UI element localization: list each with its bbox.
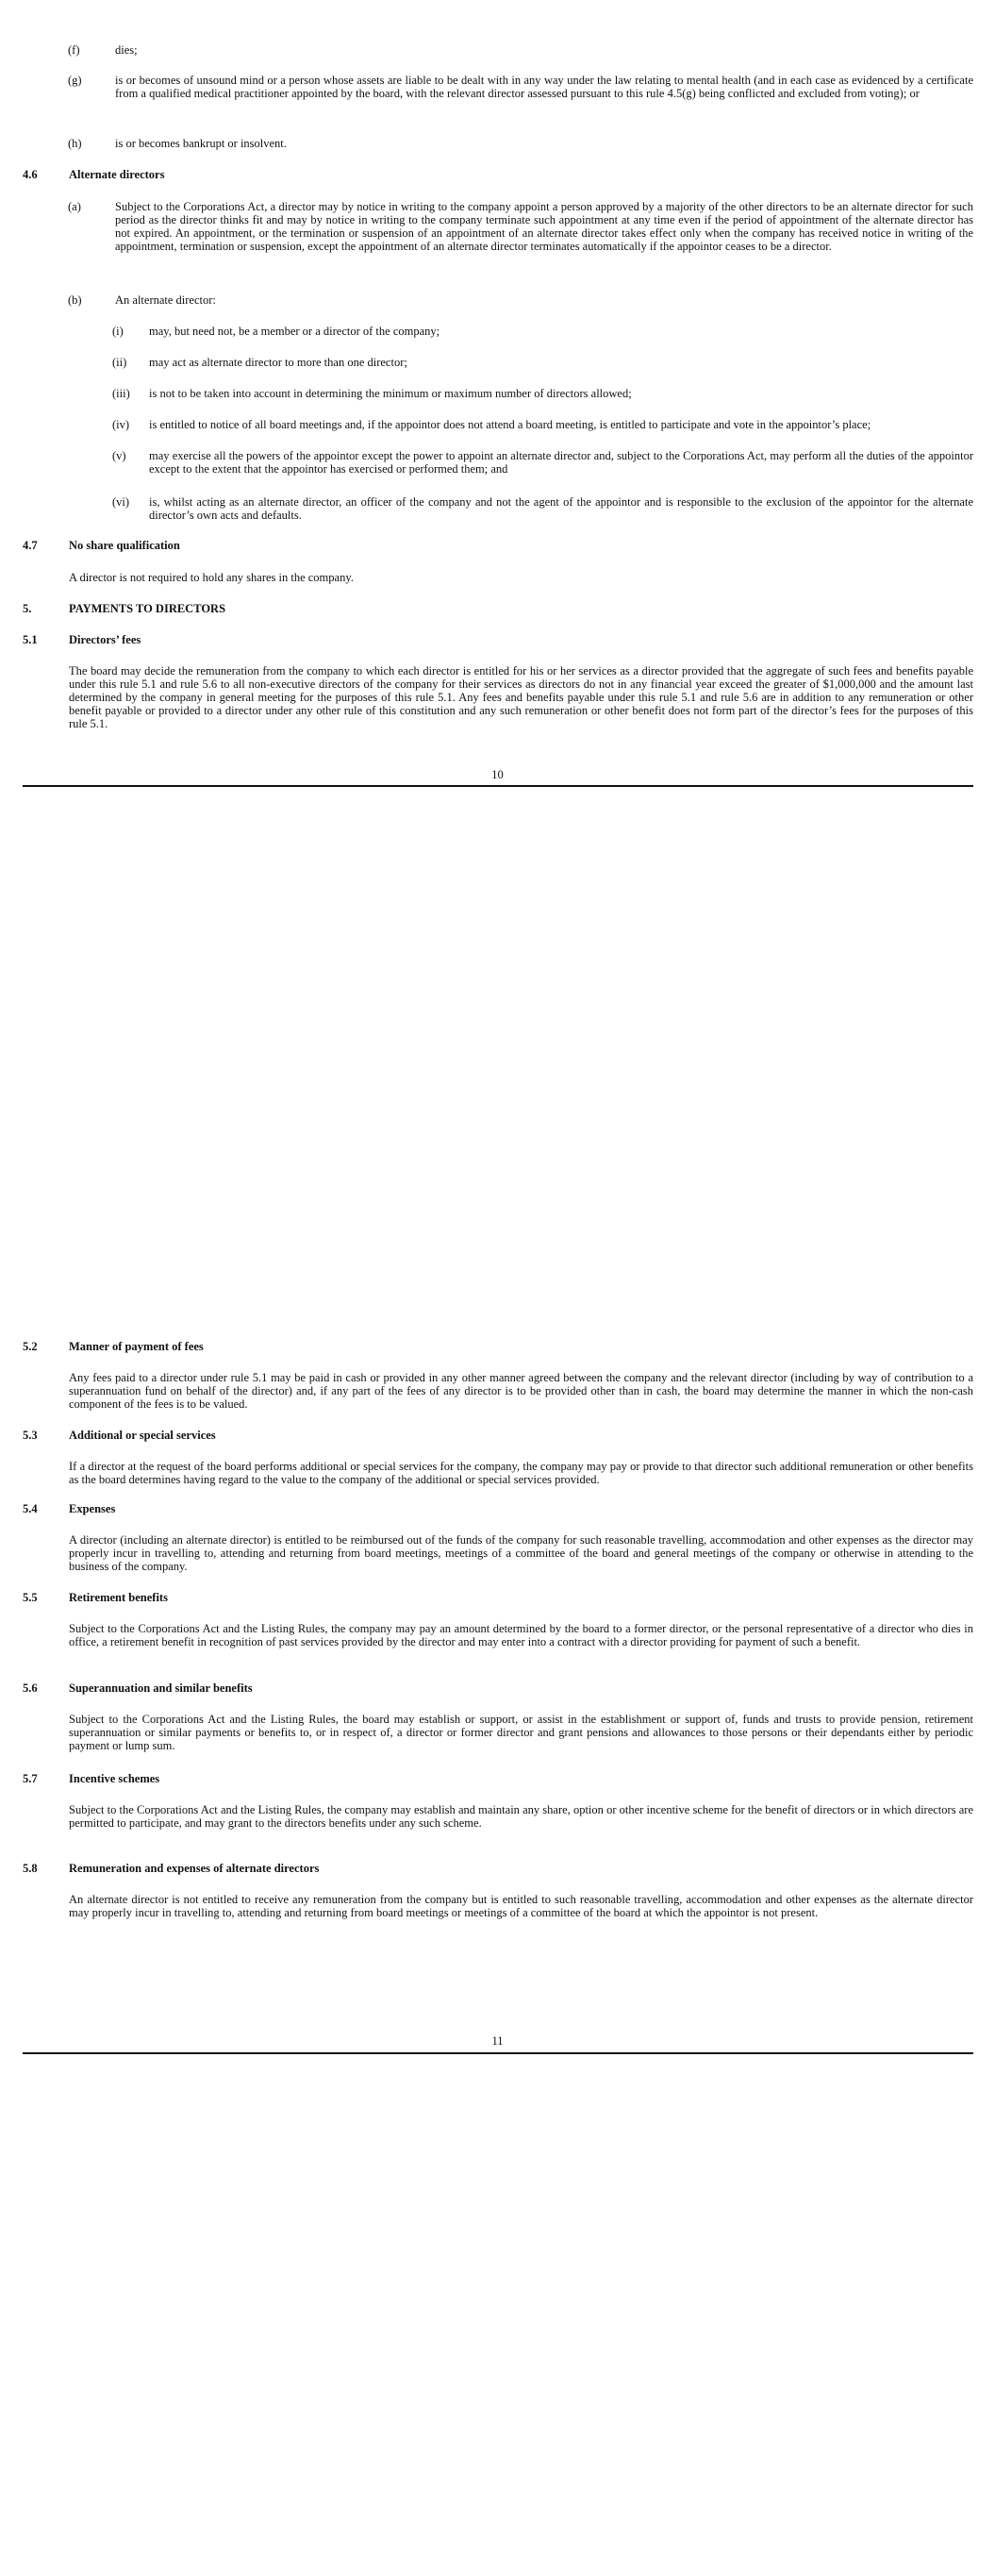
section-paragraph: Subject to the Corporations Act and the Listing Rules, the company may establish and maintain any share, option or other incentive scheme for the benefit of directors or in which directors are permitted to participate, and may grant to the directors benefits under any such scheme.: [69, 1803, 973, 1830]
section-number: 5.4: [23, 1502, 38, 1515]
section-heading: Manner of payment of fees: [69, 1340, 204, 1353]
section-number: 5.8: [23, 1862, 38, 1875]
sub-item-text: is entitled to notice of all board meetings and, if the appointor does not attend a board meeting, is entitled to participate and vote in the appointor’s place;: [149, 418, 871, 431]
section-heading: Retirement benefits: [69, 1591, 168, 1604]
document-page-11: [0, 1340, 995, 2170]
section-number: 5.6: [23, 1681, 38, 1695]
section-number: 5.5: [23, 1591, 38, 1604]
section-paragraph: A director is not required to hold any shares in the company.: [69, 571, 354, 584]
list-item-label: (b): [68, 293, 82, 307]
list-item-text: is or becomes bankrupt or insolvent.: [115, 137, 287, 150]
section-number: 4.7: [23, 539, 38, 552]
sub-item-label: (iii): [112, 387, 130, 400]
sub-item-label: (iv): [112, 418, 130, 431]
page-divider: [23, 2052, 973, 2054]
section-paragraph: Subject to the Corporations Act and the Listing Rules, the company may pay an amount determined by the board to a former director, or the personal representative of a director who dies in office, a retirement benefit in recognition of past services provided by the director and may enter into a contract with a director providing for payment of such a benefit.: [69, 1622, 973, 1648]
sub-item-text: is not to be taken into account in determining the minimum or maximum number of directors allowed;: [149, 387, 632, 400]
sub-item-label: (vi): [112, 495, 130, 509]
section-number: 5.3: [23, 1429, 38, 1442]
sub-item-text: may, but need not, be a member or a director of the company;: [149, 325, 440, 338]
section-heading: No share qualification: [69, 539, 180, 552]
section-number: 5.7: [23, 1772, 38, 1785]
section-heading: Incentive schemes: [69, 1772, 160, 1785]
section-heading: PAYMENTS TO DIRECTORS: [69, 602, 226, 615]
sub-item-label: (ii): [112, 356, 127, 369]
section-paragraph: The board may decide the remuneration from the company to which each director is entitled for his or her services as a director provided that the aggregate of such fees and benefits payable under this rule 5.1 and rule 5.6 to all non-executive directors of the company for their services as directors do not in any financial year exceed the greater of $1,000,000 and the amount last determined by the company in general meeting for the purposes of this rule 5.1. Any fees and benefits payable under this rule 5.1 and rule 5.6 are in addition to any remuneration or other benefit payable or provided to a director under any other rule of this constitution and any such remuneration or other benefit does not form part of the director’s fees for the purposes of this rule 5.1.: [69, 664, 973, 730]
section-heading: Remuneration and expenses of alternate directors: [69, 1862, 320, 1875]
list-item-label: (a): [68, 200, 81, 213]
sub-item-label: (i): [112, 325, 124, 338]
section-heading: Alternate directors: [69, 168, 165, 181]
list-item-label: (f): [68, 43, 80, 57]
sub-item-text: is, whilst acting as an alternate director, an officer of the company and not the agent of the appointor and is responsible to the exclusion of the appointor for the alternate director’s own acts and defaults.: [149, 495, 973, 522]
list-item-label: (h): [68, 137, 82, 150]
sub-item-label: (v): [112, 449, 126, 462]
section-paragraph: An alternate director is not entitled to receive any remuneration from the company but is entitled to such reasonable travelling, accommodation and other expenses as the alternate director may properly incur in travelling to, attending and returning from board meetings or meetings of a committee of the board at which the appointor is not present.: [69, 1893, 973, 1919]
sub-item-text: may act as alternate director to more than one director;: [149, 356, 407, 369]
page-divider: [23, 785, 973, 787]
section-heading: Superannuation and similar benefits: [69, 1681, 253, 1695]
section-number: 5.1: [23, 633, 38, 646]
list-item-text: Subject to the Corporations Act, a director may by notice in writing to the company appoint a person approved by a majority of the other directors to be an alternate director for such period as the director thinks fit and may by notice in writing to the company terminate such appointment at any time even if the period of appointment of the alternate director has not expired. An appointment, or the termination or suspension of an appointment of an alternate director takes effect only when the company has received notice in writing of the appointment, termination or suspension, except the appointment of an alternate director terminates automatically if the appointor ceases to be a director.: [115, 200, 973, 253]
document-page-10: [0, 0, 995, 811]
list-item-text: dies;: [115, 43, 138, 57]
sub-item-text: may exercise all the powers of the appointor except the power to appoint an alternate director and, subject to the Corporations Act, may perform all the duties of the appointor except to the extent that the appointor has exercised or performed them; and: [149, 449, 973, 476]
section-number: 5.2: [23, 1340, 38, 1353]
section-paragraph: If a director at the request of the board performs additional or special services for the company, the company may pay or provide to that director such additional remuneration or other benefits as the board determines having regard to the value to the company of the additional or special services provided.: [69, 1460, 973, 1486]
section-paragraph: Subject to the Corporations Act and the Listing Rules, the board may establish or support, or assist in the establishment or support of, funds and trusts to provide pension, retirement superannuation or similar payments or benefits to, or in respect of, a director or former director and grant pensions and allowances to those persons or their dependants either by periodic payment or lump sum.: [69, 1713, 973, 1752]
list-item-label: (g): [68, 74, 82, 87]
page-number: 11: [491, 2034, 504, 2048]
section-heading: Additional or special services: [69, 1429, 216, 1442]
list-item-text: An alternate director:: [115, 293, 216, 307]
section-heading: Expenses: [69, 1502, 116, 1515]
list-item-text: is or becomes of unsound mind or a person whose assets are liable to be dealt with in any way under the law relating to mental health (and in each case as evidenced by a certificate from a qualified medical practitioner appointed by the board, with the relevant director assessed pursuant to this rule 4.5(g) being conflicted and excluded from voting); or: [115, 74, 973, 100]
section-number: 4.6: [23, 168, 38, 181]
page-number: 10: [491, 768, 504, 781]
section-number: 5.: [23, 602, 32, 615]
section-heading: Directors’ fees: [69, 633, 141, 646]
section-paragraph: A director (including an alternate director) is entitled to be reimbursed out of the funds of the company for such reasonable travelling, accommodation and other expenses as the director may properly incur in travelling to, attending and returning from board meetings, meetings of a committee of the board and general meetings of the company or otherwise in attending to the business of the company.: [69, 1533, 973, 1573]
section-paragraph: Any fees paid to a director under rule 5.1 may be paid in cash or provided in any other manner agreed between the company and the relevant director (including by way of contribution to a superannuation fund on behalf of the director) and, if any part of the fees of any director is to be provided other than in cash, the board may determine the manner in which the non-cash component of the fees is to be valued.: [69, 1371, 973, 1411]
